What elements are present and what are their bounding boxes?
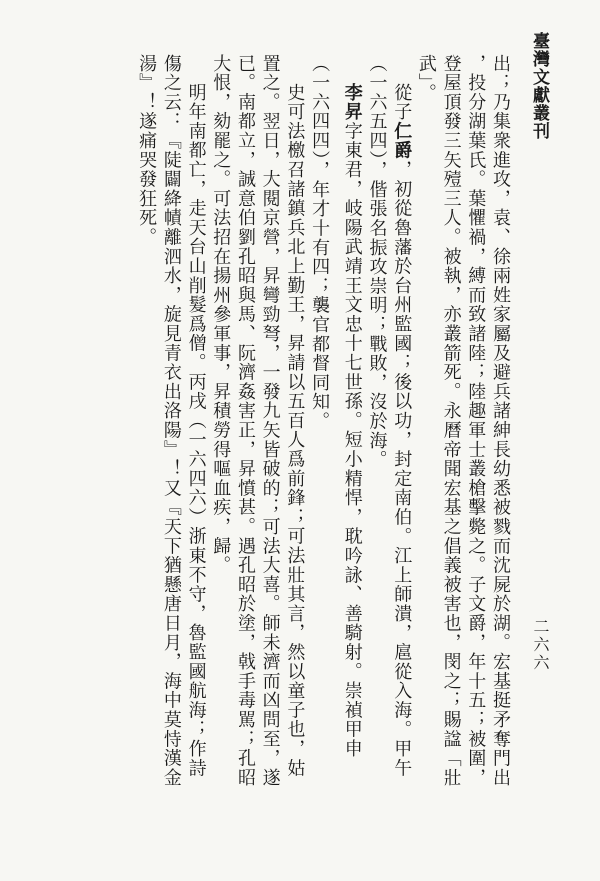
text-column [339, 54, 364, 854]
text-column: 明年南都亡，走天台山削髮爲僧。丙戌（一六四六）浙東不守，魯監國航海；作詩 [185, 82, 207, 778]
text-column: ，投分湖葉氏。葉懼禍，縛而致諸陸；陸趣軍士叢槍擊斃之。子文爵，年十五；被圍， [465, 54, 487, 788]
text-fragment: ，初從魯藩於台州監國；後以功，封定南伯。江上師潰，扈從入海。甲午 [391, 160, 413, 778]
page-number: 二六六 [531, 618, 550, 672]
text-column: 史可法檄召諸鎮兵北上勤王，昇請以五百人爲前鋒；可法壯其言，然以童子也，姑 [284, 82, 306, 778]
text-column: （一六五四），偕張名振攻崇明；戰敗，沒於海。 [366, 54, 388, 470]
text-column: 置之。翌日，大閱京營，昇彎勁弩，一發九矢皆破的；可法大喜。師未濟而凶問至，遂 [259, 54, 281, 788]
text-fragment: 字東君，岐陽武靖王文忠十七世孫。短小精悍，耽吟詠、善騎射。崇禎甲申 [341, 121, 363, 759]
text-fragment: 從子 [391, 82, 413, 122]
vertical-text-body [60, 54, 512, 854]
text-column: （一六四四），年才十有四；襲官都督同知。 [309, 54, 331, 431]
text-column: 登屋頂發三矢殪三人。被執，亦叢箭死。永曆帝聞宏基之倡義被害也，閔之；賜諡「壯 [440, 54, 462, 788]
person-name: 仁爵 [391, 121, 413, 161]
text-column: 武」。 [415, 54, 437, 103]
text-column: 大恨，劾罷之。可法招在揚州參軍事，昇積勞得嘔血疾，歸。 [210, 54, 232, 576]
person-name: 李昇 [341, 82, 363, 122]
text-column [388, 54, 413, 854]
text-column: 湯』！遂痛哭發狂死。 [136, 54, 158, 247]
running-header-title: 臺灣文獻叢刊 [529, 32, 549, 140]
text-column: 傷之云：『陡闢絳幘離泗水，旋見青衣出洛陽』！又『天下猶懸唐日月，海中莫恃漢金 [160, 54, 182, 788]
text-column: 出；乃集衆進攻，袁、徐兩姓家屬及避兵諸紳長幼悉被戮而沈屍於湖。宏基挺矛奪門出 [490, 54, 511, 788]
text-column: 已。南都立，誠意伯劉孔昭與馬、阮濟姦害正，昇憤甚。遇孔昭於塗，戟手毒駡；孔昭 [234, 54, 256, 788]
